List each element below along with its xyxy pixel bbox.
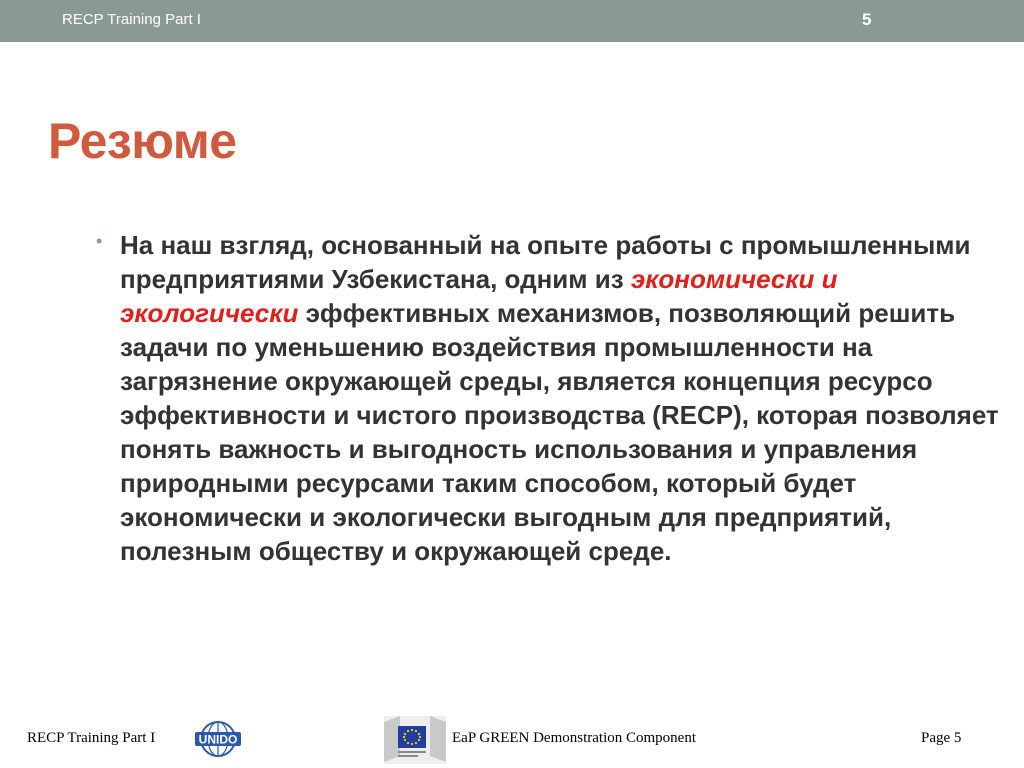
header-bar	[0, 0, 1024, 42]
slide-body	[96, 228, 1006, 568]
footer-left-text: RECP Training Part I	[27, 730, 156, 746]
header-title: RECP Training Part I	[62, 11, 201, 28]
bullet-paragraph	[120, 228, 1010, 568]
paragraph-part1: На наш взгляд, основанный на опыте работы с промышленными предприятиями Узбекистана, одним из	[120, 230, 971, 294]
footer-center-text: EaP GREEN Demonstration Component	[452, 730, 696, 746]
slide-number: 5	[862, 10, 872, 29]
paragraph-part2: эффективных механизмов, позволяющий решить задачи по уменьшению воздействия промышленности на загрязнение окружающей среды, является концепция ресурсо эффективности и чистого производства (RECP), которая позволяет понять важность и выгодность использования и управления природными ресурсами таким способом, который будет экономически и экологически выгодным для предприятий, полезным обществу и окружающей среде.	[120, 298, 999, 566]
footer	[0, 712, 1024, 768]
eu-flag-logo-icon	[384, 716, 446, 764]
bullet-icon: •	[96, 231, 103, 251]
unido-logo-icon	[192, 718, 244, 760]
unido-logo-text: UNIDO	[198, 732, 238, 747]
footer-page-number: Page 5	[921, 730, 962, 746]
paragraph-highlight: экономически и экологически	[120, 264, 838, 328]
slide-title: Резюме	[48, 113, 237, 169]
